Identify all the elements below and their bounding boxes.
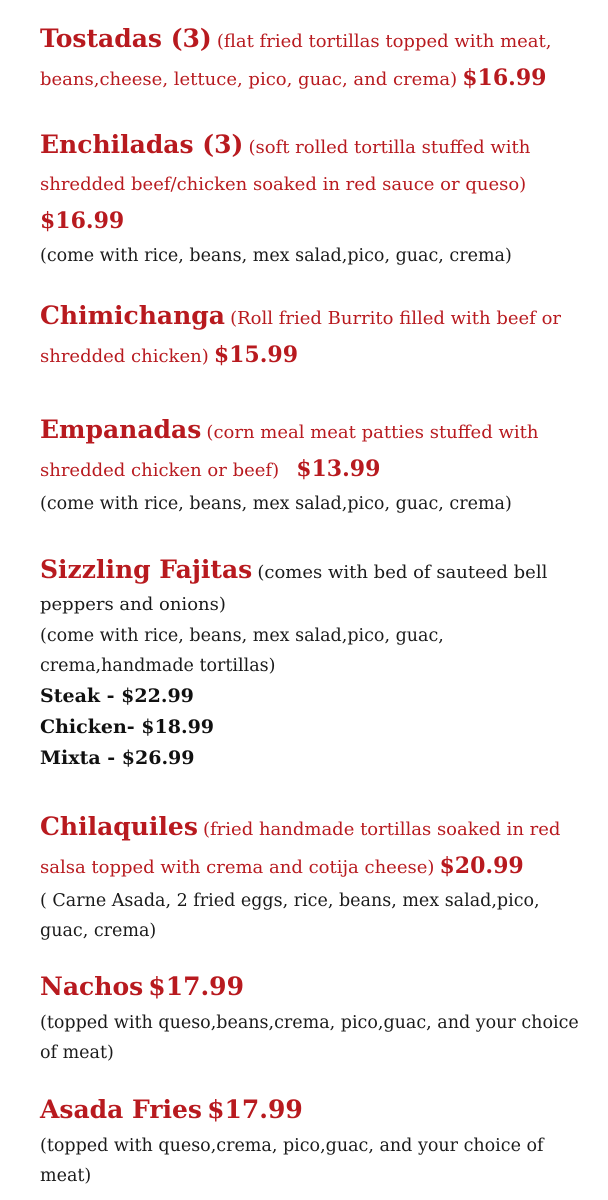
item-name: Chilaquiles	[40, 812, 198, 841]
item-price: $17.99	[207, 1095, 303, 1124]
item-description: (fried handmade tortillas soaked in red salsa topped with crema and cotija cheese)	[40, 819, 561, 878]
item-note: (topped with queso,beans,crema, pico,guac, and your choice of meat)	[40, 1013, 579, 1063]
item-name: Sizzling Fajitas	[40, 555, 253, 584]
menu-item-chimichanga	[40, 297, 580, 375]
item-note: (come with rice, beans, mex salad,pico, guac, crema,handmade tortillas)	[40, 626, 444, 676]
item-note: (come with rice, beans, mex salad,pico, guac, crema)	[40, 246, 512, 266]
fajita-option-chicken: Chicken- $18.99	[40, 716, 215, 738]
item-note: (topped with queso,crema, pico,guac, and your choice of meat)	[40, 1136, 544, 1186]
menu-item-asada-fries	[40, 1091, 580, 1191]
item-note: ( Carne Asada, 2 fried eggs, rice, beans, mex salad,pico, guac, crema)	[40, 891, 540, 941]
menu-item-empanadas	[40, 411, 580, 519]
item-description: (soft rolled tortilla stuffed with shredded beef/chicken soaked in red sauce or queso)	[40, 137, 531, 195]
item-name: Enchiladas (3)	[40, 130, 244, 159]
item-description: (Roll fried Burrito filled with beef or shredded chicken)	[40, 308, 562, 367]
item-name: Chimichanga	[40, 301, 225, 330]
item-name: Nachos	[40, 972, 144, 1001]
item-price: $16.99	[462, 65, 547, 91]
item-price: $13.99	[296, 456, 381, 482]
item-price: $17.99	[148, 972, 244, 1001]
menu-item-tostadas	[40, 20, 580, 98]
fajita-option-mixta: Mixta - $26.99	[40, 747, 195, 769]
item-name: Empanadas	[40, 415, 202, 444]
menu-item-nachos	[40, 968, 580, 1068]
item-price: $20.99	[439, 853, 524, 879]
item-description: (flat fried tortillas topped with meat, beans,cheese, lettuce, pico, guac, and crema)	[40, 31, 552, 90]
item-note: (come with rice, beans, mex salad,pico, guac, crema)	[40, 494, 512, 514]
item-price: $16.99	[40, 208, 125, 234]
fajita-option-steak: Steak - $22.99	[40, 685, 194, 707]
item-name: Asada Fries	[40, 1095, 203, 1124]
menu-item-enchiladas	[40, 126, 580, 271]
item-name: Tostadas (3)	[40, 24, 212, 53]
menu-item-chilaquiles	[40, 808, 580, 946]
item-price: $15.99	[213, 342, 299, 368]
item-description: (comes with bed of sauteed bell peppers and onions)	[40, 562, 548, 615]
menu-item-fajitas	[40, 554, 580, 774]
item-description: (corn meal meat patties stuffed with shredded chicken or beef)	[40, 422, 539, 481]
